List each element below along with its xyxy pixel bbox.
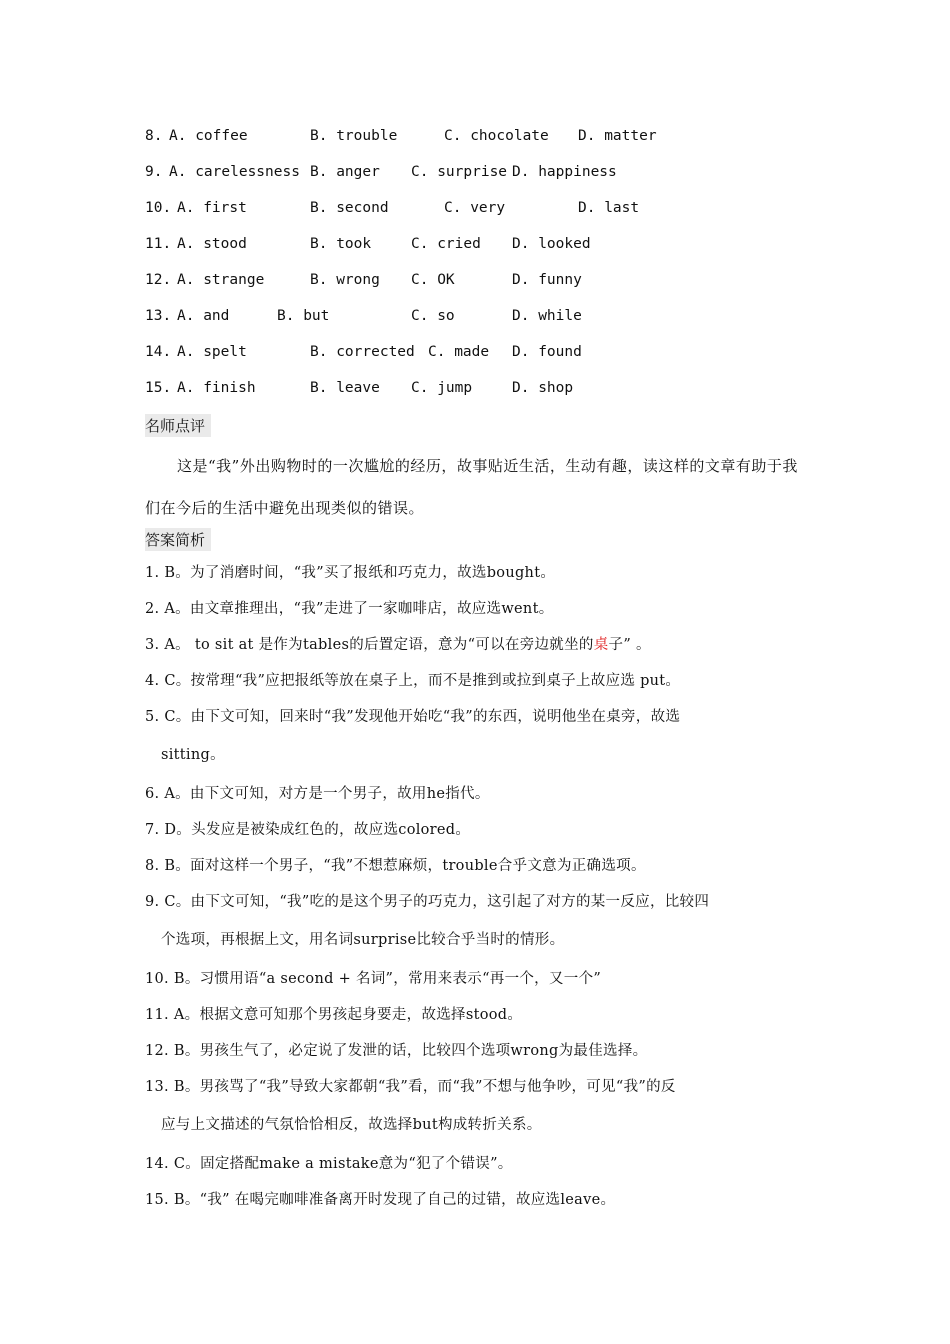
option-d: D. happiness (512, 164, 617, 180)
answer-13-continuation: 应与上文描述的气氛恰恰相反，故选择but构成转折关系。 (161, 1117, 542, 1133)
question-number: 9. (145, 164, 163, 180)
answer-15: 15. B。“我” 在喝完咖啡准备离开时发现了自己的过错，故应选leave。 (145, 1192, 616, 1208)
option-b: B. anger (310, 164, 380, 180)
answer-4: 4. C。按常理“我”应把报纸等放在桌子上，而不是推到或拉到桌子上故应选 put。 (145, 673, 681, 689)
review-heading: 名师点评 (145, 414, 211, 437)
option-a: A. finish (177, 380, 256, 396)
answer-5 (145, 697, 810, 776)
answer-12: 12. B。男孩生气了，必定说了发泄的话，比较四个选项wrong为最佳选择。 (145, 1043, 648, 1059)
option-a: A. first (177, 200, 247, 216)
question-number: 10. (145, 200, 172, 216)
answer-3 (145, 625, 810, 666)
option-a: A. spelt (177, 344, 247, 360)
option-c: C. made (428, 344, 490, 360)
answer-3-highlight: 桌 (593, 637, 609, 653)
option-c: C. very (444, 200, 506, 216)
question-number: 8. (145, 128, 163, 144)
answer-9 (145, 882, 810, 961)
option-d: D. last (578, 200, 640, 216)
answer-11: 11. A。根据文意可知那个男孩起身要走，故选择stood。 (145, 1007, 523, 1023)
answer-9-text: 9. C。由下文可知，“我”吃的是这个男子的巧克力，这引起了对方的某一反应，比较四 (145, 894, 710, 910)
option-c: C. cried (411, 236, 481, 252)
option-d: D. shop (512, 380, 574, 396)
option-c: C. surprise (411, 164, 508, 180)
answer-3-tail: 子” 。 (608, 637, 651, 653)
answers-heading: 答案简析 (145, 528, 211, 551)
answer-3-text: 3. A。 to sit at 是作为tables的后置定语，意为“可以在旁边就坐的 (145, 637, 594, 653)
answer-5-continuation: sitting。 (161, 747, 225, 763)
answer-5-text: 5. C。由下文可知，回来时“我”发现他开始吃“我”的东西，说明他坐在桌旁，故选 (145, 709, 681, 725)
option-c: C. so (411, 308, 455, 324)
option-b: B. took (310, 236, 372, 252)
option-c: C. chocolate (444, 128, 549, 144)
option-a: A. stood (177, 236, 247, 252)
answer-9-continuation: 个选项，再根据上文，用名词surprise比较合乎当时的情形。 (161, 932, 565, 948)
question-number: 11. (145, 236, 172, 252)
answer-2: 2. A。由文章推理出，“我”走进了一家咖啡店，故应选went。 (145, 601, 554, 617)
option-b: B. trouble (310, 128, 398, 144)
option-d: D. looked (512, 236, 591, 252)
option-b: B. corrected (310, 344, 415, 360)
option-a: A. carelessness (169, 164, 300, 180)
answer-10: 10. B。习惯用语“a second + 名词”，常用来表示“再一个，又一个” (145, 971, 602, 987)
answer-13-text: 13. B。男孩骂了“我”导致大家都朝“我”看，而“我”不想与他争吵，可见“我”的反 (145, 1079, 676, 1095)
answer-13 (145, 1067, 810, 1146)
answer-14: 14. C。固定搭配make a mistake意为“犯了个错误”。 (145, 1156, 513, 1172)
option-c: C. OK (411, 272, 455, 288)
option-d: D. matter (578, 128, 657, 144)
option-b: B. wrong (310, 272, 380, 288)
answer-8: 8. B。面对这样一个男子，“我”不想惹麻烦，trouble合乎文意为正确选项。 (145, 858, 646, 874)
question-number: 13. (145, 308, 172, 324)
answer-7: 7. D。头发应是被染成红色的，故应选colored。 (145, 822, 471, 838)
answer-1: 1. B。为了消磨时间，“我”买了报纸和巧克力，故选bought。 (145, 565, 556, 581)
option-b: B. second (310, 200, 389, 216)
option-a: A. and (177, 308, 230, 324)
review-paragraph: 这是“我”外出购物时的一次尴尬的经历，故事贴近生活，生动有趣，读这样的文章有助于我们在今后的生活中避免出现类似的错误。 (145, 457, 798, 517)
option-d: D. while (512, 308, 582, 324)
question-number: 14. (145, 344, 172, 360)
option-c: C. jump (411, 380, 473, 396)
option-b: B. but (277, 308, 330, 324)
answer-6: 6. A。由下文可知，对方是一个男子，故用he指代。 (145, 786, 490, 802)
option-d: D. funny (512, 272, 582, 288)
option-a: A. strange (177, 272, 265, 288)
option-a: A. coffee (169, 128, 248, 144)
option-b: B. leave (310, 380, 380, 396)
option-d: D. found (512, 344, 582, 360)
question-number: 15. (145, 380, 172, 396)
question-number: 12. (145, 272, 172, 288)
